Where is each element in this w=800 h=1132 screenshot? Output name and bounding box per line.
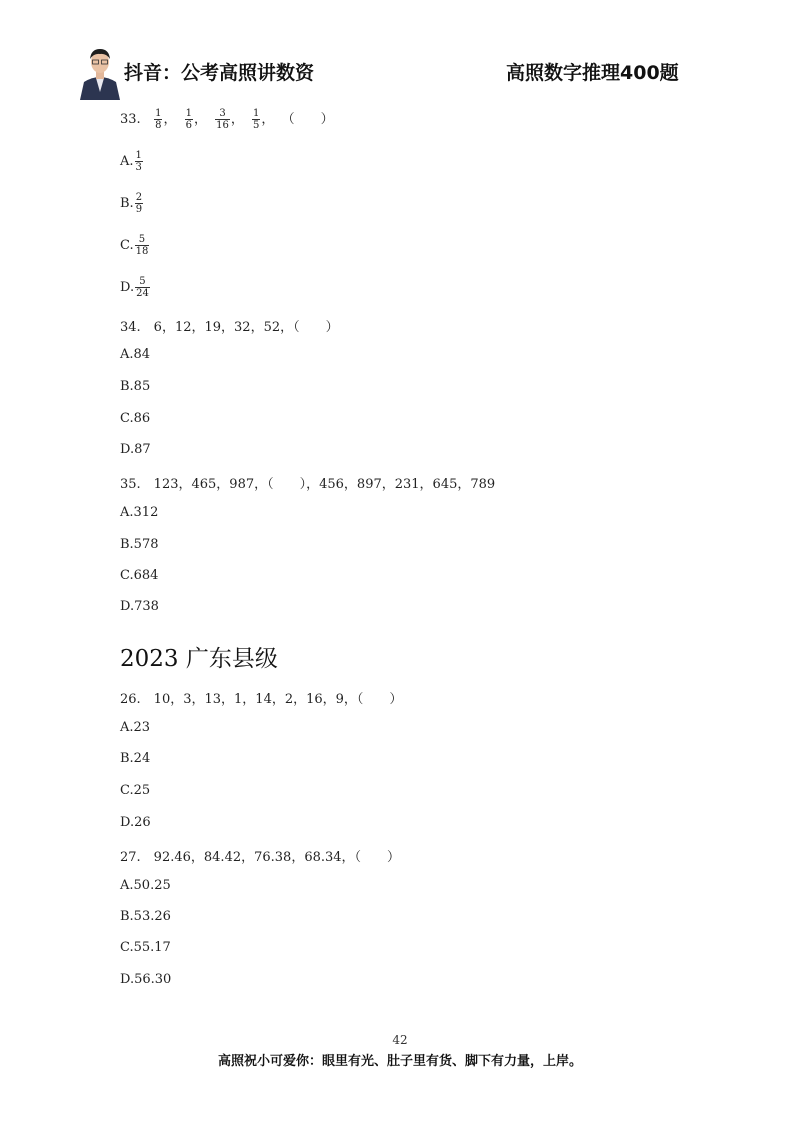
page-number: 42 bbox=[392, 1033, 408, 1047]
fraction: $\frac{1}{3}$ bbox=[135, 150, 142, 173]
option-b: B. $\frac{2}{9}$ bbox=[120, 192, 143, 215]
option-a: A. $\frac{1}{3}$ bbox=[120, 150, 142, 173]
header-channel: 抖音：公考高照讲数资 bbox=[124, 62, 315, 84]
fraction: $\frac{3}{16}$ bbox=[216, 108, 229, 131]
option-c: C.55.17 bbox=[120, 940, 171, 955]
option-c: C.86 bbox=[120, 411, 151, 426]
option-d: D.738 bbox=[120, 599, 159, 614]
footer-slogan: 高照祝小可爱你：眼里有光、肚子里有货、脚下有力量，上岸。 bbox=[217, 1054, 582, 1069]
fraction: $\frac{1}{6}$ bbox=[185, 108, 192, 131]
option-d: D. $\frac{5}{24}$ bbox=[120, 276, 149, 299]
option-a: A.312 bbox=[120, 505, 159, 520]
option-c: C.25 bbox=[120, 783, 151, 798]
question-33-stem: 33. $\frac{1}{8}$ ， $\frac{1}{6}$ ， $\frac{3}{16}$ ， $\frac{1}{5}$ ， （ ） bbox=[120, 108, 334, 131]
option-c: C. $\frac{5}{18}$ bbox=[120, 234, 149, 257]
option-c: C.684 bbox=[120, 568, 159, 583]
answer-blank: （ ） bbox=[281, 112, 334, 127]
option-a: A.84 bbox=[120, 347, 151, 362]
option-a: A.50.25 bbox=[120, 878, 171, 893]
option-a: A.23 bbox=[120, 720, 151, 735]
author-avatar bbox=[78, 42, 122, 100]
fraction: $\frac{1}{5}$ bbox=[253, 108, 260, 131]
fraction: $\frac{2}{9}$ bbox=[135, 192, 143, 215]
fraction: $\frac{5}{18}$ bbox=[135, 234, 149, 257]
section-heading: 2023 广东县级 bbox=[120, 646, 278, 672]
question-33-number: 33. bbox=[120, 112, 141, 127]
question-35-stem: 35. 123，465，987，（ ），456，897，231，645，789 bbox=[120, 477, 496, 492]
option-b: B.578 bbox=[120, 537, 159, 552]
fraction: $\frac{5}{24}$ bbox=[136, 276, 149, 299]
question-26-stem: 26. 10，3，13，1，14，2，16，9，（ ） bbox=[120, 692, 403, 707]
fraction: $\frac{1}{8}$ bbox=[155, 108, 162, 131]
option-d: D.26 bbox=[120, 815, 151, 830]
option-b: B.85 bbox=[120, 379, 151, 394]
option-b: B.24 bbox=[120, 751, 151, 766]
option-b: B.53.26 bbox=[120, 909, 171, 924]
option-d: D.87 bbox=[120, 442, 151, 457]
option-d: D.56.30 bbox=[120, 972, 172, 987]
question-27-stem: 27. 92.46，84.42，76.38，68.34，（ ） bbox=[120, 850, 401, 865]
question-34-stem: 34. 6，12，19，32，52，（ ） bbox=[120, 320, 339, 335]
header-book-title: 高照数字推理400题 bbox=[506, 62, 679, 84]
